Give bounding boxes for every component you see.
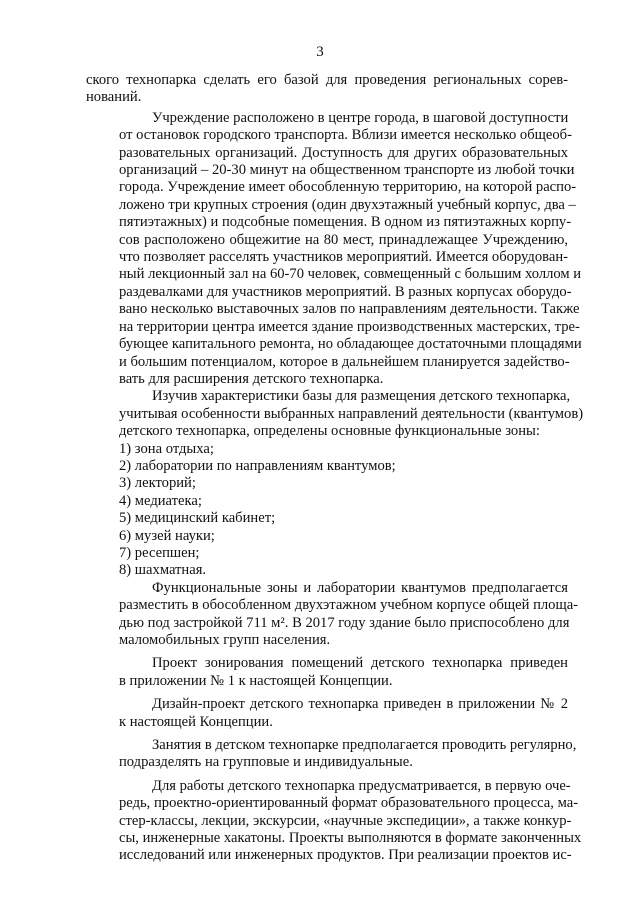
list-item: 6) музей науки; xyxy=(119,527,215,544)
paragraph-classes xyxy=(86,737,577,772)
text-line: ложено три крупных строения (один двухэтажный учебный корпус, два – xyxy=(119,196,576,213)
text-line: на территории центра имеется здание производственных мастерских, тре- xyxy=(119,318,580,335)
list-item: 1) зона отдыха; xyxy=(119,440,214,457)
text-line: сы, инженерные хакатоны. Проекты выполняются в формате законченных xyxy=(119,830,582,847)
text-line: учитывая особенности выбранных направлений деятельности (квантумов) xyxy=(119,405,584,422)
document-body xyxy=(86,72,584,865)
text-line: Для работы детского технопарка предусматривается, в первую оче- xyxy=(152,777,571,794)
text-line: пятиэтажных) и подсобные помещения. В одном из пятиэтажных корпу- xyxy=(119,214,572,231)
text-line: разместить в обособленном двухэтажном учебном корпусе общей площа- xyxy=(119,597,579,614)
text-line: вать для расширения детского технопарка. xyxy=(119,370,384,387)
text-line: ского технопарка сделать его базой для проведения региональных сорев- xyxy=(86,72,568,88)
paragraph-design-project xyxy=(86,696,568,731)
text-line: Проект зонирования помещений детского технопарка приведен xyxy=(152,655,568,672)
text-line: маломобильных групп населения. xyxy=(119,632,331,648)
text-line: нований. xyxy=(86,89,142,106)
text-line: бующее капитального ремонта, но обладающее достаточными площадями xyxy=(119,336,582,353)
text-line: что позволяет расселять участников мероприятий. Имеется оборудован- xyxy=(119,249,568,266)
paragraph-location xyxy=(86,109,582,389)
text-line: Функциональные зоны и лаборатории квантумов предполагается xyxy=(152,579,568,596)
functional-zones-list xyxy=(86,441,568,580)
text-line: редь, проектно-ориентированный формат образовательного процесса, ма- xyxy=(119,795,579,812)
text-line: Учреждение расположено в центре города, в шаговой доступности xyxy=(152,109,569,126)
text-line: сов расположено общежитие на 80 мест, принадлежащее Учреждению, xyxy=(119,231,568,248)
text-line: ный лекционный зал на 60-70 человек, совмещенный с большим холлом и xyxy=(119,266,582,283)
text-line: Занятия в детском технопарке предполагается проводить регулярно, xyxy=(152,737,577,754)
paragraph-work-format xyxy=(86,777,582,865)
list-item: 8) шахматная. xyxy=(119,562,207,579)
paragraph-building xyxy=(86,579,579,650)
text-line: раздевалками для участников мероприятий. В разных корпусах оборудо- xyxy=(119,283,572,300)
text-line: города. Учреждение имеет обособленную территорию, на которой распо- xyxy=(119,179,577,196)
list-item: 4) медиатека; xyxy=(119,492,202,509)
text-line: и большим потенциалом, которое в дальнейшем планируется задейство- xyxy=(119,353,570,370)
list-item: 7) ресепшен; xyxy=(119,544,200,561)
text-line: дью под застройкой 711 м². В 2017 году здание было приспособлено для xyxy=(119,614,570,631)
text-line: разовательных организаций. Доступность для других образовательных xyxy=(119,144,568,161)
paragraph-continuation xyxy=(86,72,568,107)
text-line: стер-классы, лекции, экскурсии, «научные экспедиции», а также конкур- xyxy=(119,812,572,829)
text-line: к настоящей Концепции. xyxy=(119,713,273,730)
page-number: 3 xyxy=(316,44,324,60)
list-item: 3) лекторий; xyxy=(119,475,196,492)
paragraph-zoning-project xyxy=(86,655,568,690)
text-line: подразделять на групповые и индивидуальные. xyxy=(119,754,413,771)
text-line: в приложении № 1 к настоящей Концепции. xyxy=(119,672,393,689)
text-line: вано несколько выставочных залов по направлениям деятельности. Также xyxy=(119,301,580,318)
text-line: исследований или инженерных продуктов. При реализации проектов ис- xyxy=(119,847,572,864)
text-line: Дизайн-проект детского технопарка приведен в приложении № 2 xyxy=(152,696,568,713)
paragraph-zones-intro xyxy=(86,388,584,440)
text-line: детского технопарка, определены основные функциональные зоны: xyxy=(119,423,540,440)
text-line: организаций – 20-30 минут на общественном транспорте из любой точки xyxy=(119,162,575,179)
list-item: 2) лаборатории по направлениям квантумов; xyxy=(119,457,396,474)
text-line: от остановок городского транспорта. Вблизи имеется несколько общеоб- xyxy=(119,127,572,144)
text-line: Изучив характеристики базы для размещения детского технопарка, xyxy=(152,388,571,405)
list-item: 5) медицинский кабинет; xyxy=(119,510,276,527)
